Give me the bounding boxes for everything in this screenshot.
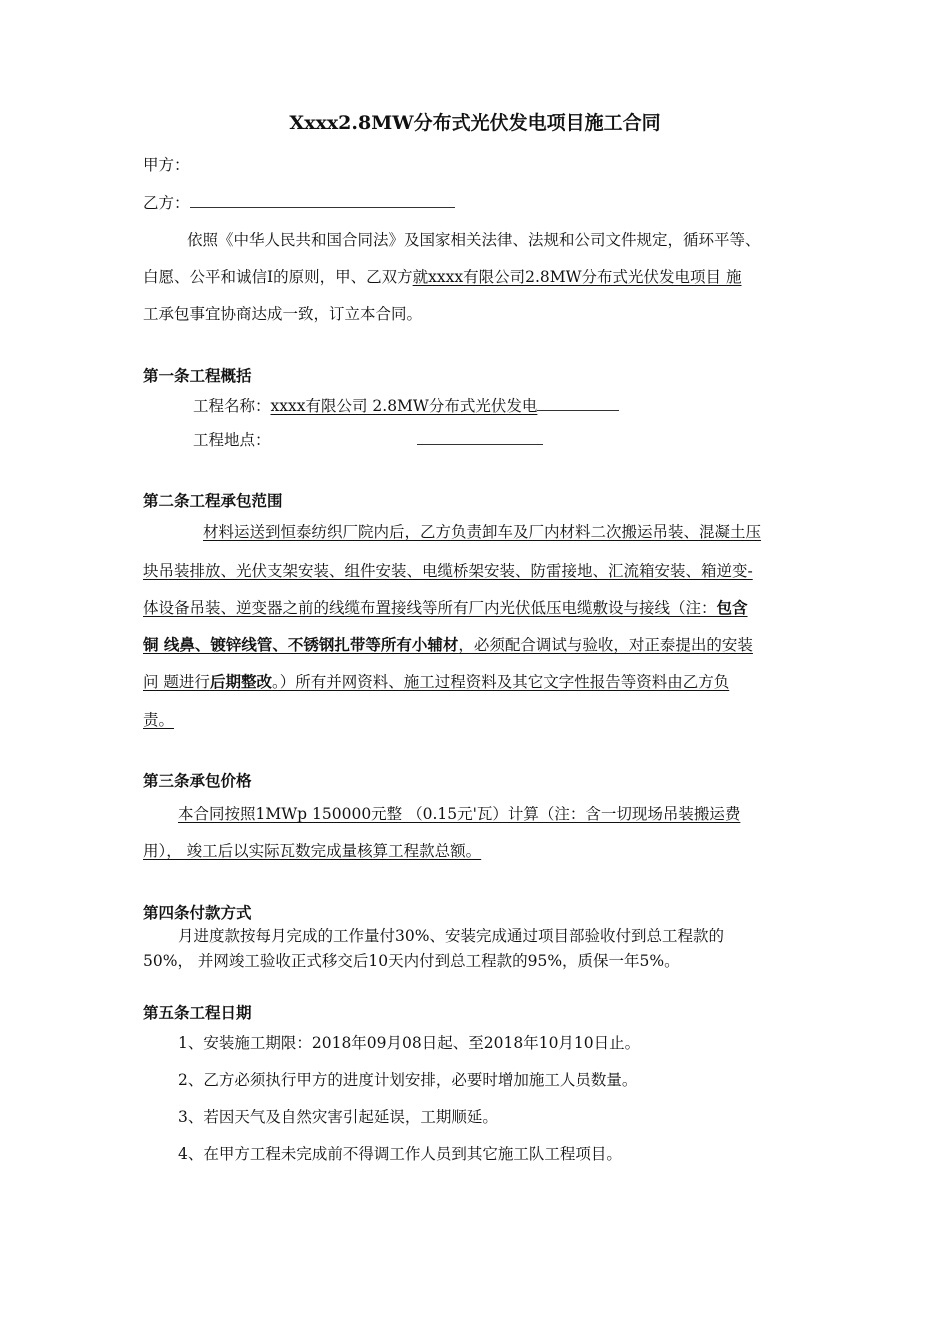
schedule-item-3: 3、若因天气及自然灾害引起延误，工期顺延。 <box>178 1108 498 1126</box>
scope-line-1: 材料运送到恒泰纺织厂院内后，乙方负责卸车及厂内材料二次搬运吊装、混凝土压 <box>203 523 762 541</box>
scope-line-5b: 后期整改 <box>209 672 272 691</box>
intro-line-1: 依照《中华人民共和国合同法》及国家相关法律、法规和公司文件规定，循环平等、 <box>187 231 761 249</box>
payment-line-2: 50%， 并网竣工验收正式移交后10天内付到总工程款的95%，质保一年5%。 <box>143 952 680 970</box>
project-site-label: 工程地点： <box>193 431 271 449</box>
project-name-label: 工程名称： <box>193 397 271 415</box>
schedule-item-2: 2、乙方必须执行甲方的进度计划安排，必要时增加施工人员数量。 <box>178 1071 638 1089</box>
scope-line-4a: 铜 线鼻、镀锌线管、不锈钢扎带等所有小辅材 <box>143 635 459 654</box>
scope-line-3b: 包含 <box>716 598 748 617</box>
scope-line-5c: 。）所有并网资料、施工过程资料及其它文字性报告等资料由乙方负 <box>271 673 730 691</box>
payment-line-1: 月进度款按每月完成的工作量付30%、安装完成通过项目部验收付到总工程款的 <box>178 927 724 945</box>
scope-line-5 <box>143 672 729 692</box>
schedule-item-4: 4、在甲方工程未完成前不得调工作人员到其它施工队工程项目。 <box>178 1145 622 1163</box>
scope-line-6: 责。 <box>143 711 175 729</box>
article-5-heading: 第五条工程日期 <box>143 1003 252 1022</box>
article-2-heading: 第二条工程承包范围 <box>143 491 283 510</box>
party-b-label: 乙方： <box>143 194 190 212</box>
schedule-item-1: 1、安装施工期限：2018年09月08日起、至2018年10月10日止。 <box>178 1034 641 1052</box>
intro-project-name: 就xxxx有限公司2.8MW分布式光伏发电项目 施 <box>412 268 742 286</box>
project-name-row <box>193 396 619 416</box>
intro-line-2a: 白愿、公平和诚信I的原则，甲、乙双方 <box>143 268 413 286</box>
project-site-row <box>193 430 543 450</box>
price-line-2: 用）， 竣工后以实际瓦数完成量核算工程款总额。 <box>143 842 482 860</box>
article-1-heading: 第一条工程概括 <box>143 366 252 385</box>
intro-line-3: 工承包事宜协商达成一致，订立本合同。 <box>143 305 423 323</box>
project-site-blank <box>417 430 543 445</box>
scope-line-4 <box>143 635 753 655</box>
scope-line-5a: 问 题进行 <box>143 673 210 691</box>
article-3-heading: 第三条承包价格 <box>143 771 252 790</box>
party-b-row <box>143 193 455 213</box>
article-4-heading: 第四条付款方式 <box>143 903 252 922</box>
scope-line-2: 块吊装排放、光伏支架安装、组件安装、电缆桥架安装、防雷接地、汇流箱安装、箱逆变- <box>143 562 753 580</box>
scope-line-3 <box>143 598 748 618</box>
project-name-value: xxxx有限公司 2.8MW分布式光伏发电 <box>270 397 538 415</box>
party-b-blank <box>190 193 455 208</box>
party-a-label: 甲方： <box>143 156 190 174</box>
contract-title: Xxxx2.8MW分布式光伏发电项目施工合同 <box>289 112 661 134</box>
project-name-blank <box>537 396 619 411</box>
scope-line-4b: ，必须配合调试与验收，对正泰提出的安装 <box>458 636 753 654</box>
price-line-1: 本合同按照1MWp 150000元整 （0.15元'瓦）计算（注：含一切现场吊装搬运费 <box>178 805 741 823</box>
scope-line-3a: 体设备吊装、逆变器之前的线缆布置接线等所有厂内光伏低压电缆敷设与接线（注： <box>143 599 717 617</box>
intro-line-2 <box>143 267 741 287</box>
